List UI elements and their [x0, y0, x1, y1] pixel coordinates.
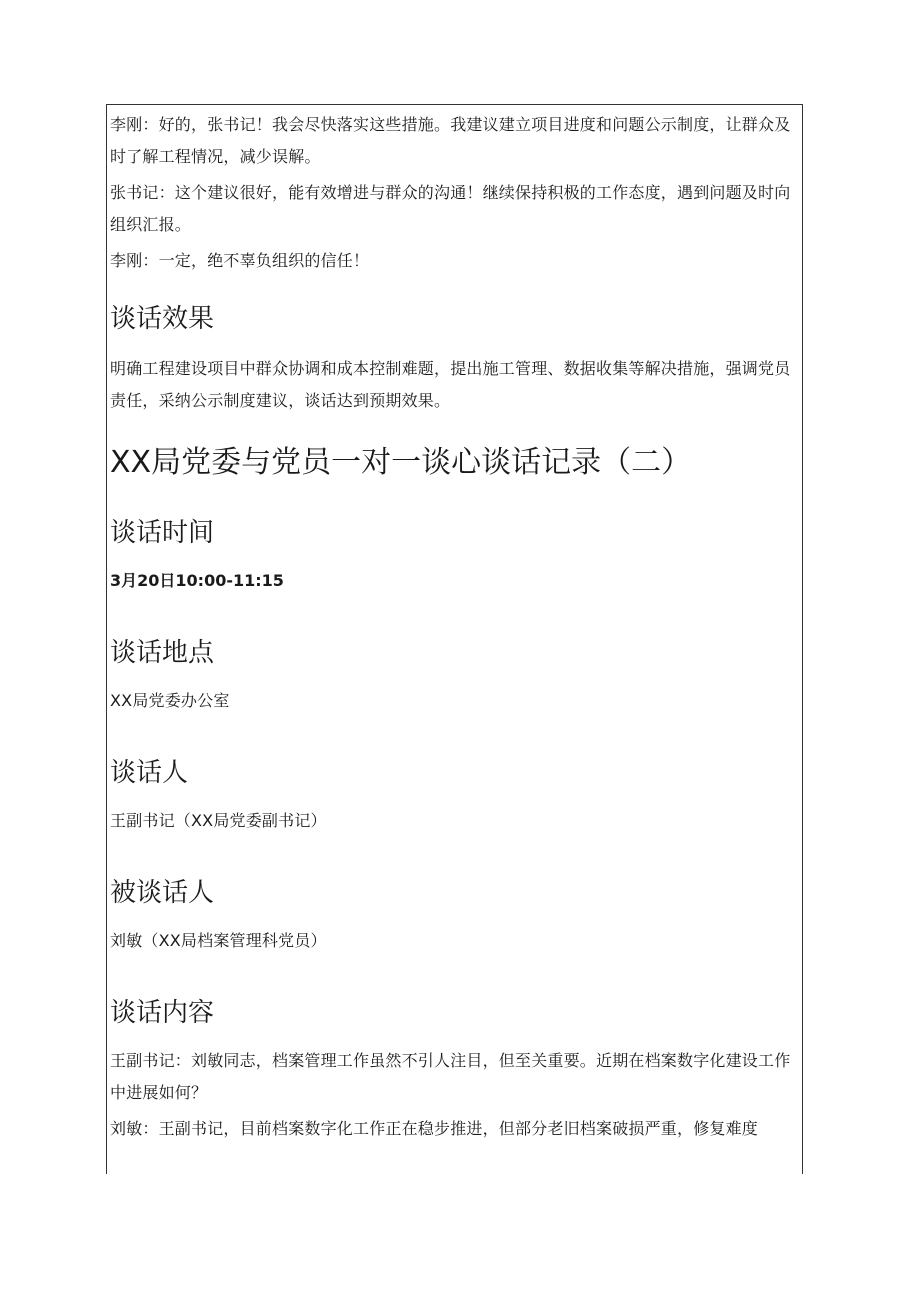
dialogue-line: 李刚：好的，张书记！我会尽快落实这些措施。我建议建立项目进度和问题公示制度，让群众及时了解工程情况，减少误解。: [110, 115, 791, 166]
document-frame: [106, 104, 803, 1174]
content-heading: 谈话内容: [110, 998, 215, 1028]
content-line: 刘敏：王副书记，目前档案数字化工作正在稳步推进，但部分老旧档案破损严重，修复难度: [110, 1119, 759, 1138]
place-heading: 谈话地点: [110, 638, 215, 668]
time-value: 3月20日10:00-11:15: [110, 571, 284, 590]
place-value: XX局党委办公室: [110, 691, 230, 710]
speaker-value: 王副书记（XX局党委副书记）: [110, 811, 327, 830]
dialogue-line: 张书记：这个建议很好，能有效增进与群众的沟通！继续保持积极的工作态度，遇到问题及时向组织汇报。: [110, 183, 791, 234]
listener-heading: 被谈话人: [110, 878, 215, 908]
effect-text: 明确工程建设项目中群众协调和成本控制难题，提出施工管理、数据收集等解决措施，强调党员责任，采纳公示制度建议，谈话达到预期效果。: [110, 359, 791, 410]
time-heading: 谈话时间: [110, 518, 215, 548]
record-title: XX局党委与党员一对一谈心谈话记录（二）: [110, 445, 692, 480]
dialogue-line: 李刚：一定，绝不辜负组织的信任！: [110, 251, 370, 270]
listener-value: 刘敏（XX局档案管理科党员）: [110, 931, 327, 950]
effect-heading: 谈话效果: [110, 304, 215, 334]
content-line: 王副书记：刘敏同志，档案管理工作虽然不引人注目，但至关重要。近期在档案数字化建设工作中进展如何？: [110, 1051, 791, 1102]
speaker-heading: 谈话人: [110, 758, 189, 788]
document-content: [110, 109, 795, 1149]
